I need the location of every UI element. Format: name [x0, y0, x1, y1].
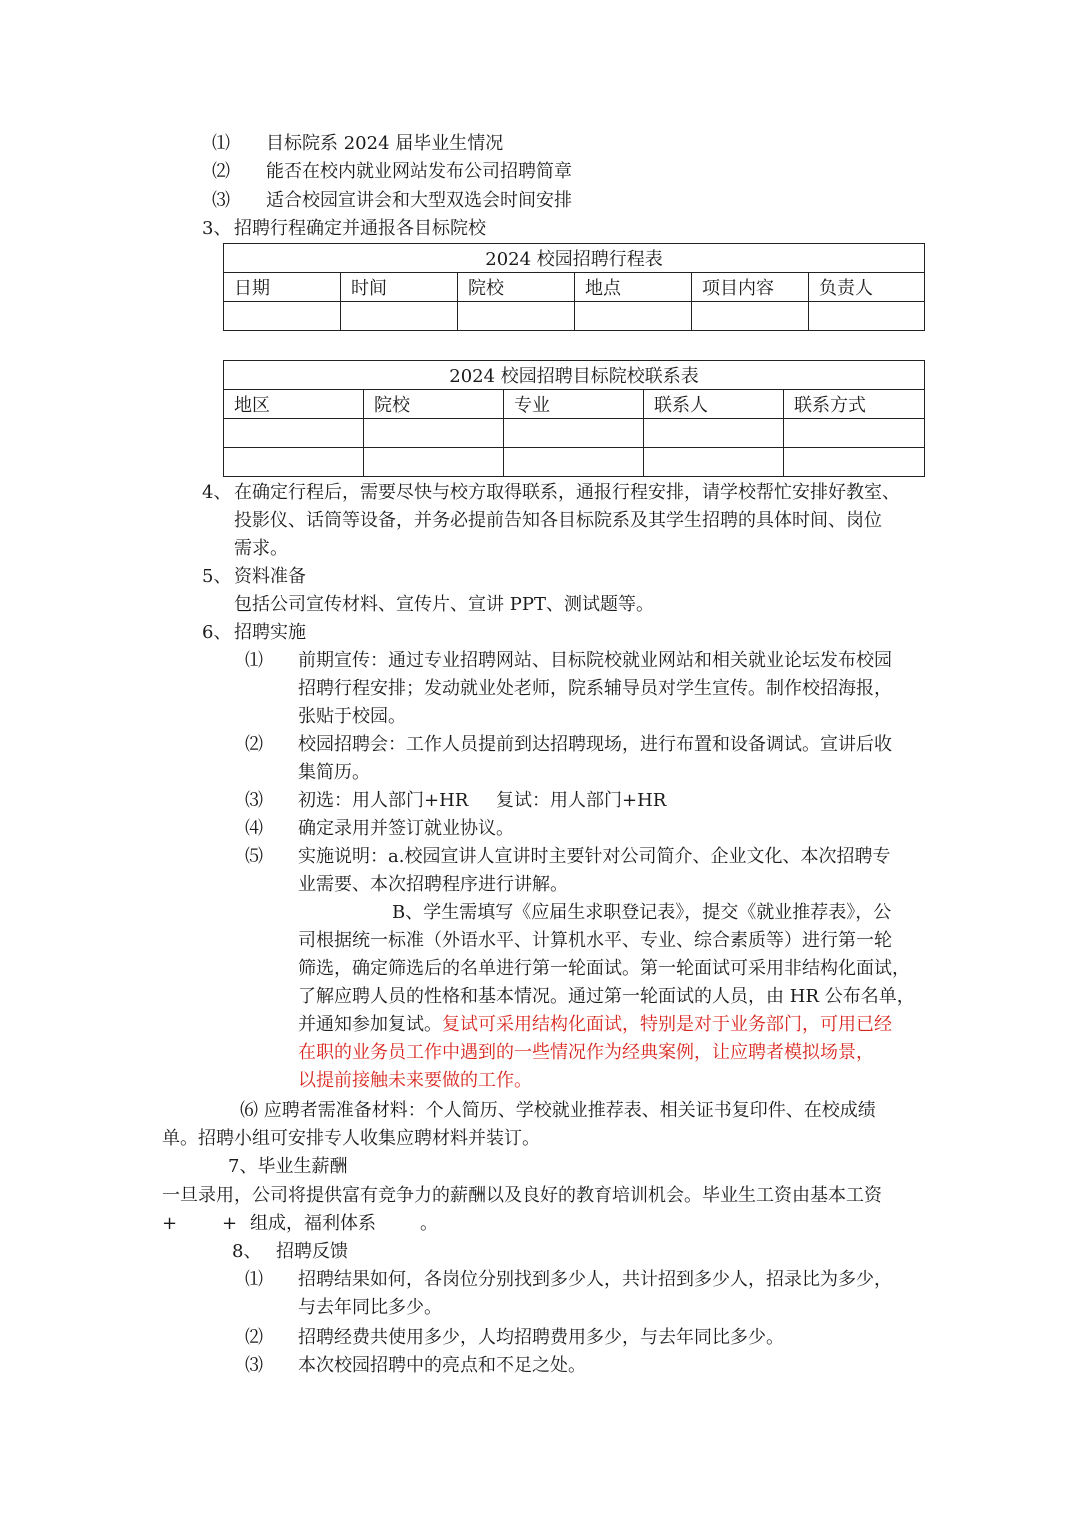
item-number: ⑶ — [245, 1355, 263, 1376]
section-number: 3、 — [202, 218, 232, 239]
table-cell — [809, 302, 925, 331]
paragraph-line: 需求。 — [234, 538, 288, 559]
schedule-table — [223, 243, 925, 331]
section-title: 资料准备 — [234, 566, 306, 587]
section-number: 5、 — [202, 566, 232, 587]
column-header: 时间 — [341, 273, 458, 302]
table-cell — [644, 419, 784, 448]
text-normal: 并通知参加复试。 — [298, 1014, 442, 1035]
column-header: 院校 — [458, 273, 575, 302]
table-cell — [504, 448, 644, 477]
highlighted-text: 复试可采用结构化面试，特别是对于业务部门，可用已经 — [442, 1014, 892, 1035]
column-header: 项目内容 — [692, 273, 809, 302]
paragraph-line: 招聘结果如何，各岗位分别找到多少人，共计招到多少人，招录比为多少， — [298, 1269, 892, 1290]
table-cell — [364, 419, 504, 448]
item-text: 目标院系 2024 届毕业生情况 — [266, 133, 504, 154]
table-cell — [575, 302, 692, 331]
item-text: 适合校园宣讲会和大型双选会时间安排 — [266, 190, 572, 211]
item-number: ⑶ — [212, 190, 230, 211]
item-text: 能否在校内就业网站发布公司招聘简章 — [266, 161, 572, 182]
item-number: ⑷ — [245, 818, 263, 839]
paragraph-line: 招聘经费共使用多少，人均招聘费用多少，与去年同比多少。 — [298, 1327, 784, 1348]
paragraph-line: 前期宣传：通过专业招聘网站、目标院校就业网站和相关就业论坛发布校园 — [298, 650, 892, 671]
highlighted-text: 以提前接触未来要做的工作。 — [298, 1070, 532, 1091]
column-header: 联系人 — [644, 390, 784, 419]
section-number: 4、 — [202, 482, 232, 503]
table-cell — [784, 448, 925, 477]
table-cell — [458, 302, 575, 331]
column-header: 专业 — [504, 390, 644, 419]
table-title: 2024 校园招聘行程表 — [224, 244, 925, 273]
period-mark: 。 — [420, 1213, 438, 1234]
column-header: 地区 — [224, 390, 364, 419]
paragraph-line: 与去年同比多少。 — [298, 1297, 442, 1318]
table-header-row — [224, 273, 925, 302]
paragraph-line — [298, 1013, 892, 1037]
item-number: ⑵ — [212, 161, 230, 182]
table-cell — [224, 448, 364, 477]
table-cell — [784, 419, 925, 448]
paragraph-line: B、学生需填写《应届生求职登记表》，提交《就业推荐表》，公 — [392, 902, 892, 923]
item-number: ⑵ — [245, 1327, 263, 1348]
paragraph-line: 司根据统一标准（外语水平、计算机水平、专业、综合素质等）进行第一轮 — [298, 930, 892, 951]
paragraph-line: 包括公司宣传材料、宣传片、宣讲 PPT、测试题等。 — [234, 594, 654, 615]
paragraph-line: 实施说明：a.校园宣讲人宣讲时主要针对公司简介、企业文化、本次招聘专 — [298, 846, 891, 867]
section-title: 招聘实施 — [234, 622, 306, 643]
item-number: ⑴ — [245, 1269, 263, 1290]
paragraph-line: 一旦录用，公司将提供富有竞争力的薪酬以及良好的教育培训机会。毕业生工资由基本工资 — [162, 1185, 882, 1206]
section-title: 7、毕业生薪酬 — [228, 1156, 348, 1177]
table-header-row — [224, 390, 925, 419]
paragraph-line: 确定录用并签订就业协议。 — [298, 818, 514, 839]
highlighted-text: 在职的业务员工作中遇到的一些情况作为经典案例，让应聘者模拟场景， — [298, 1042, 874, 1063]
table-title: 2024 校园招聘目标院校联系表 — [224, 361, 925, 390]
column-header: 联系方式 — [784, 390, 925, 419]
section-number: 8、 — [232, 1241, 262, 1262]
section-title: 招聘行程确定并通报各目标院校 — [234, 218, 486, 239]
paragraph-line: ⑹ 应聘者需准备材料：个人简历、学校就业推荐表、相关证书复印件、在校成绩 — [240, 1100, 876, 1121]
table-cell — [692, 302, 809, 331]
table-cell — [341, 302, 458, 331]
paragraph-line: 招聘行程安排；发动就业处老师，院系辅导员对学生宣传。制作校招海报， — [298, 678, 892, 699]
table-row — [224, 302, 925, 331]
paragraph-line: 在确定行程后，需要尽快与校方取得联系，通报行程安排，请学校帮忙安排好教室、 — [234, 482, 900, 503]
table-cell — [644, 448, 784, 477]
item-number: ⑶ — [245, 790, 263, 811]
section-number: 6、 — [202, 622, 232, 643]
item-number: ⑴ — [245, 650, 263, 671]
paragraph-line: 单。招聘小组可安排专人收集应聘材料并装订。 — [162, 1128, 540, 1149]
paragraph-line: 张贴于校园。 — [298, 706, 406, 727]
column-header: 日期 — [224, 273, 341, 302]
paragraph-line: 筛选，确定筛选后的名单进行第一轮面试。第一轮面试可采用非结构化面试， — [298, 958, 910, 979]
paragraph-line: 业需要、本次招聘程序进行讲解。 — [298, 874, 568, 895]
paragraph-line: 了解应聘人员的性格和基本情况。通过第一轮面试的人员，由 HR 公布名单， — [298, 986, 915, 1007]
plus-sign: + — [162, 1213, 178, 1234]
column-header: 地点 — [575, 273, 692, 302]
item-number: ⑴ — [212, 133, 230, 154]
column-header: 院校 — [364, 390, 504, 419]
table-row — [224, 419, 925, 448]
paragraph-line: 校园招聘会：工作人员提前到达招聘现场，进行布置和设备调试。宣讲后收 — [298, 734, 892, 755]
section-title: 招聘反馈 — [276, 1241, 348, 1262]
item-number: ⑸ — [245, 846, 263, 867]
column-header: 负责人 — [809, 273, 925, 302]
paragraph-line: 初选：用人部门+HR — [298, 790, 469, 811]
table-cell — [364, 448, 504, 477]
table-row — [224, 448, 925, 477]
paragraph-line: 集简历。 — [298, 762, 370, 783]
table-cell — [224, 419, 364, 448]
item-number: ⑵ — [245, 734, 263, 755]
contact-table — [223, 360, 925, 477]
paragraph-line: 投影仪、话筒等设备，并务必提前告知各目标院系及其学生招聘的具体时间、岗位 — [234, 510, 882, 531]
paragraph-line: 复试：用人部门+HR — [496, 790, 667, 811]
paragraph-line: 本次校园招聘中的亮点和不足之处。 — [298, 1355, 586, 1376]
plus-sign: + — [222, 1213, 238, 1234]
table-cell — [224, 302, 341, 331]
paragraph-line: 组成，福利体系 — [250, 1213, 376, 1234]
table-cell — [504, 419, 644, 448]
